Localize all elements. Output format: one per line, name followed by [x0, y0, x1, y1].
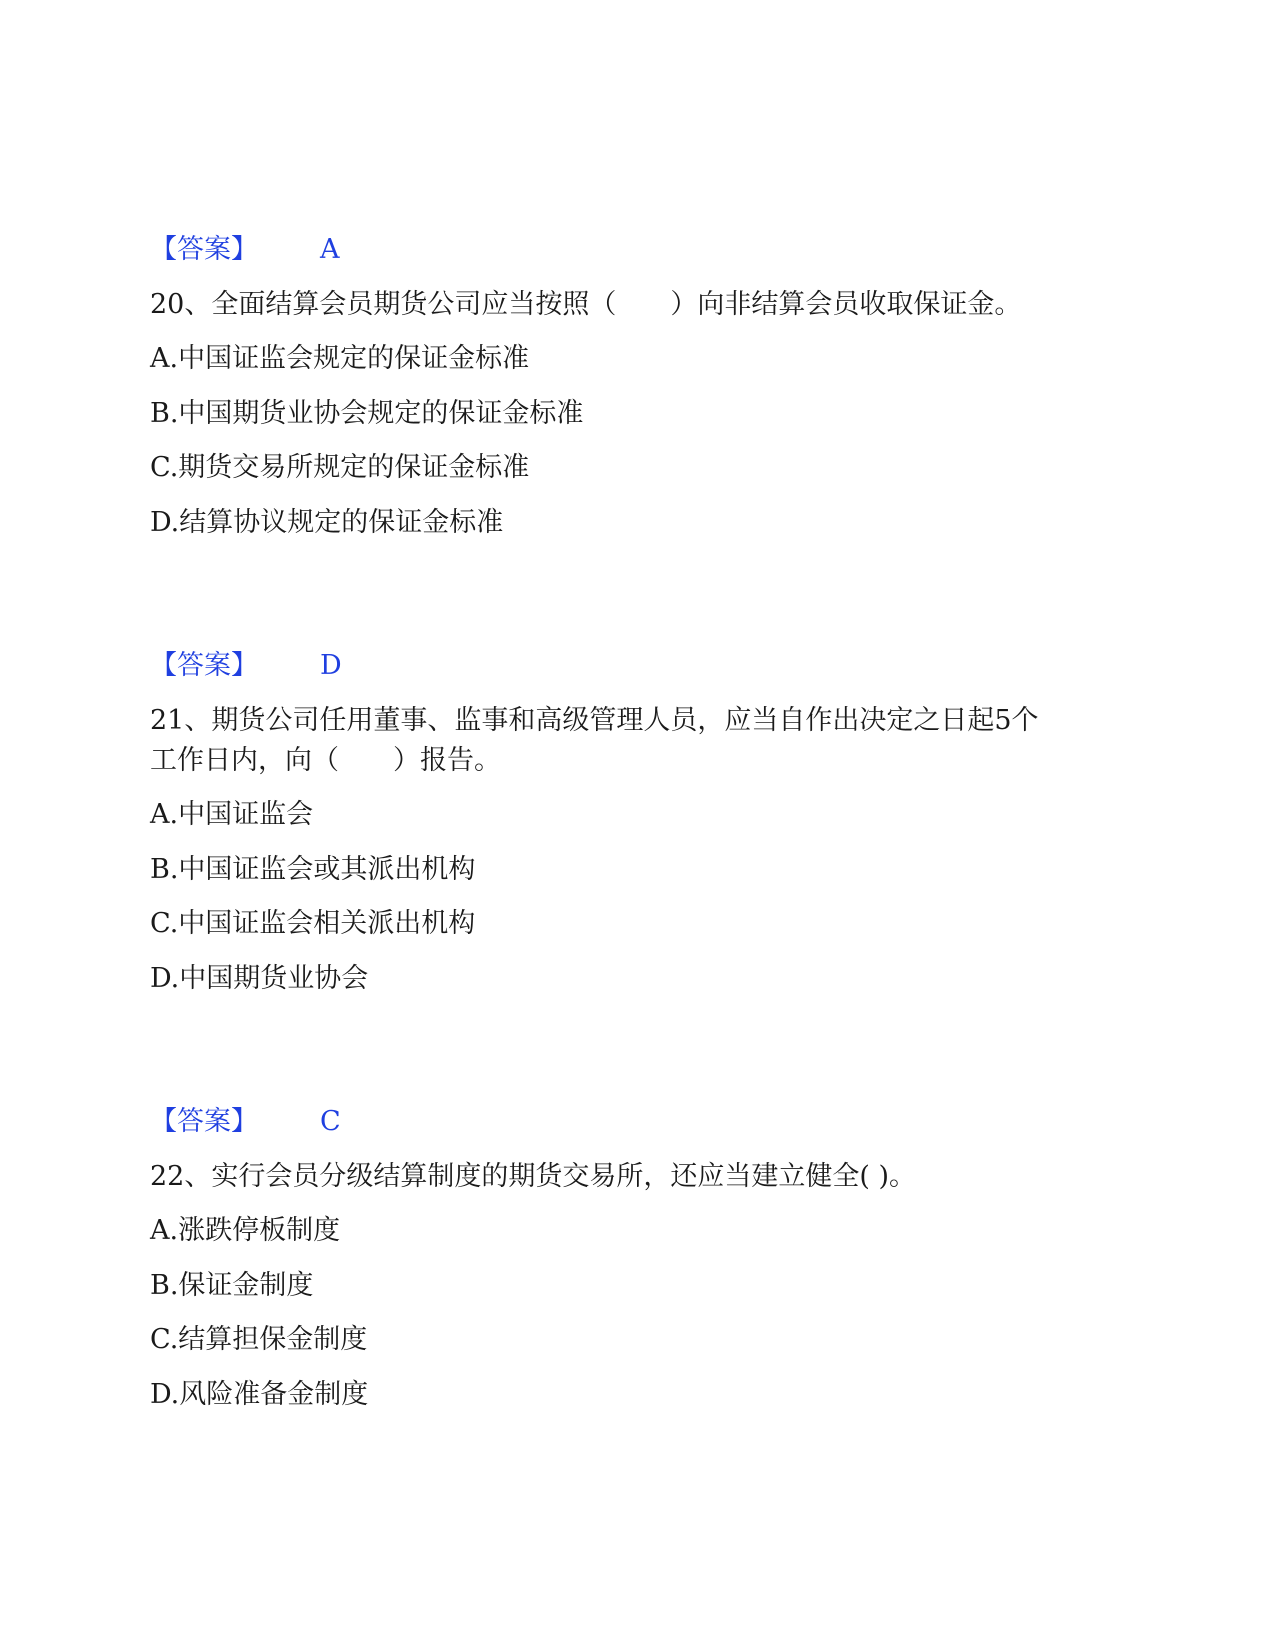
answer-line — [150, 232, 340, 268]
answer-value: D — [320, 650, 342, 681]
option-a: A.中国证监会 — [150, 799, 314, 830]
option-b: B.中国期货业协会规定的保证金标准 — [150, 398, 584, 429]
question-text: 22、实行会员分级结算制度的期货交易所，还应当建立健全( )。 — [150, 1161, 917, 1192]
question-text: 20、全面结算会员期货公司应当按照（ ）向非结算会员收取保证金。 — [150, 289, 1022, 320]
option-c: C.期货交易所规定的保证金标准 — [150, 452, 530, 483]
answer-label: 【答案】 — [150, 234, 258, 265]
option-d: D.结算协议规定的保证金标准 — [150, 507, 504, 538]
option-a: A.中国证监会规定的保证金标准 — [150, 343, 530, 374]
answer-label: 【答案】 — [150, 650, 258, 681]
option-c: C.结算担保金制度 — [150, 1324, 368, 1355]
answer-line — [150, 1104, 341, 1140]
option-c: C.中国证监会相关派出机构 — [150, 908, 476, 939]
answer-value: A — [320, 234, 340, 265]
answer-value: C — [320, 1106, 341, 1137]
option-a: A.涨跌停板制度 — [150, 1215, 341, 1246]
option-b: B.中国证监会或其派出机构 — [150, 854, 476, 885]
option-b: B.保证金制度 — [150, 1270, 314, 1301]
question-text: 21、期货公司任用董事、监事和高级管理人员，应当自作出决定之日起5个 — [150, 705, 1039, 736]
answer-line — [150, 648, 342, 684]
option-d: D.中国期货业协会 — [150, 963, 369, 994]
answer-label: 【答案】 — [150, 1106, 258, 1137]
option-d: D.风险准备金制度 — [150, 1379, 369, 1410]
question-text-continued: 工作日内，向（ ）报告。 — [150, 745, 501, 776]
